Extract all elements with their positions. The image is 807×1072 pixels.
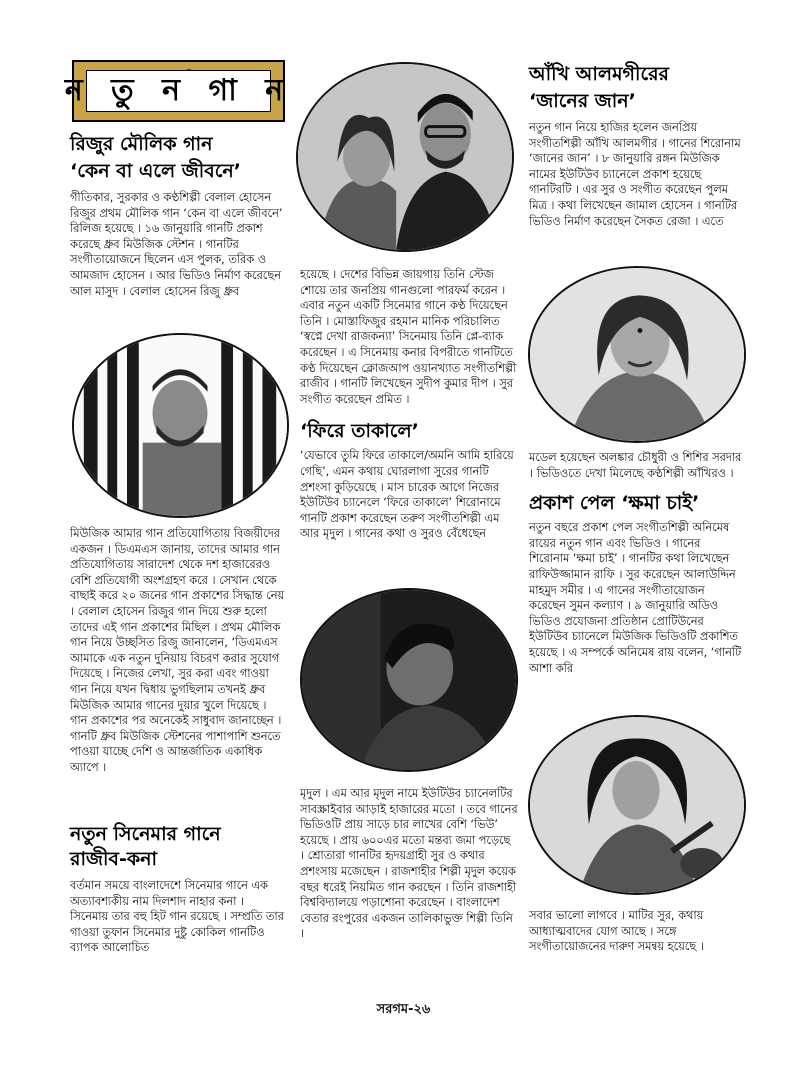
column-1-bottom <box>70 822 285 956</box>
headline-riju-1: রিজুর মৌলিক গান <box>70 133 213 155</box>
photo-animesh-roy <box>528 715 746 895</box>
column-2-top <box>300 267 518 542</box>
section-banner <box>64 60 293 122</box>
headline-phire-takale: ‘ফিরে তাকালে’ <box>300 420 419 443</box>
article-riju-text-1: গীতিকার, সুরকার ও কণ্ঠশিল্পী বেলাল হোসেন রিজুর প্রথম মৌলিক গান ‘কেন বা এলে জীবনে’ রিলিজ হয়েছে । ১৬ জানুয়ারি গানটি প্রকাশ করেছে ধ্রুব মিউজিক স্টেশন । গানটির সংগীতায়োজনে ছিলেন এস পুলক, তরিক ও আমজাদ হোসেন । আর ভিডিও নির্মাণ করেছেন আল মাসুদ । বেলাল হোসেন রিজু ধ্রুব <box>70 191 283 298</box>
column-3-bottom <box>529 908 744 955</box>
photo-rajib-kona <box>296 62 514 252</box>
article-rajib-kona-text-2: হয়েছে । দেশের বিভিন্ন জায়গায় তিনি স্টেজ শোয়ে তার জনপ্রিয় গানগুলো পারফর্ম করেন । এবার নতুন একটি সিনেমার গানে কণ্ঠ দিয়েছেন তিনি । মোস্তাফিজুর রহমান মানিক পরিচালিত ‘স্বপ্নে দেখা রাজকন্যা’ সিনেমায় তিনি প্লে-ব্যাক করেছেন । এ সিনেমায় কনার বিপরীতে গানটিতে কণ্ঠ দিয়েছেন ক্লোজআপ ওয়ানখ্যাত সংগীতশিল্পী রাজীব । গানটি লিখেছেন সুদীপ কুমার দীপ । সুর সংগীত করেছেন প্রমিত । <box>300 268 517 406</box>
article-phire-takale-text-1: ‘যেভাবে তুমি ফিরে তাকালে/অমনি আমি হারিয়ে গেছি’, এমন কথায় ঘোরলাগা সুরের গানটি প্রশংসা কুড়িয়েছে । মাস চারেক আগে নিজের ইউটিউব চ্যানেলে ‘ফিরে তাকালে’ শিরোনামে গানটি প্রকাশ করেছেন তরুণ সংগীতশিল্পী এম আর মৃদুল । গানের কথা ও সুরও বেঁধেছেন <box>300 449 514 541</box>
headline-akhi-2: ‘জানের জান’ <box>529 90 636 112</box>
article-phire-takale-text-2: মৃদুল । এম আর মৃদুল নামে ইউটিউব চ্যানেলটির সাবস্ক্রাইবার আড়াই হাজারের মতো । তবে গানের ভিডিওটি প্রায় সাড়ে চার লাখের বেশি ‘ভিউ’ হয়েছে । প্রায় ৬০০এর মতো মন্তব্য জমা পড়েছে । শ্রোতারা গানটির হৃদয়গ্রাহী সুর ও কথার প্রশংসায় মজেছেন । রাজশাহীর শিল্পী মৃদুল কয়েক বছর ধরেই নিয়মিত গান করছেন । তিনি রাজশাহী বিশ্ববিদ্যালয়ে পড়াশোনা করেছেন । বাংলাদেশ বেতার রংপুরের একজন তালিকাভুক্ত শিল্পী তিনি । <box>300 787 518 941</box>
page-number: সরগম-২৬ <box>376 1002 431 1017</box>
headline-rajib-kona-1: নতুন সিনেমার গানে <box>70 823 221 845</box>
headline-riju-2: ‘কেন বা এলে জীবনে’ <box>70 160 241 182</box>
column-3-top <box>529 62 744 229</box>
column-3-middle <box>529 450 744 676</box>
headline-akhi-1: আঁখি আলমগীরের <box>529 63 669 85</box>
banner-title: ন তু ন গা ন <box>64 72 293 108</box>
photo-riju <box>72 333 289 518</box>
article-riju-text-2: মিউজিক আমার গান প্রতিযোগিতায় বিজয়ীদের একজন । ডিএমএস জানায়, তাদের আমার গান প্রতিযোগিতায় সারাদেশ থেকে দশ হাজারেরও বেশি প্রতিযোগী অংশগ্রহণ করে । সেখান থেকে বাছাই করে ২০ জনের গান প্রকাশের সিদ্ধান্ত নেয় । বেলাল হোসেন রিজুর গান দিয়ে শুরু হলো তাদের এই গান প্রকাশের মিছিল । প্রথম মৌলিক গান নিয়ে উচ্ছসিত রিজু জানালেন, ‘ডিএমএস আমাকে এক নতুন দুনিয়ায় বিচরণ করার সুযোগ দিয়েছে । নিজের লেখা, সুর করা এবং গাওয়া গান নিয়ে যখন দ্বিধায় ভুগছিলাম তখনই ধ্রুব মিউজিক আমার গানের দুয়ার খুলে দিয়েছে । গান প্রকাশের পর অনেকেই সাধুবাদ জানাচ্ছেন । গানটি ধ্রুব মিউজিক স্টেশনের পাশাপাশি শুনতে পাওয়া যাচ্ছে দেশি ও আন্তর্জাতিক একাধিক অ্যাপে । <box>70 527 285 774</box>
article-khoma-chai-text-2: সবার ভালো লাগবে । মাটির সুর, কথায় আধ্যাত্মবাদের যোগ আছে । সঙ্গে সংগীতায়োজনের দারুণ সমন্বয় হয়েছে । <box>529 909 704 954</box>
article-rajib-kona-text-1: বর্তমান সময়ে বাংলাদেশে সিনেমার গানে এক অত্যাবশ্যকীয় নাম দিলশাদ নাহার কনা । সিনেমায় তার বহু হিট গান রয়েছে । সম্প্রতি তার গাওয়া তুফান সিনেমার দুষ্টু কোকিল গানটিও ব্যাপক আলোচিত <box>70 879 284 955</box>
photo-mridul <box>300 588 518 772</box>
banner-title-box <box>64 70 293 112</box>
column-1-middle <box>70 526 285 776</box>
headline-khoma-chai: প্রকাশ পেল ‘ক্ষমা চাই’ <box>529 492 700 515</box>
column-1-top <box>70 132 285 299</box>
article-khoma-chai-text-1: নতুন বছরে প্রকাশ পেল সংগীতশিল্পী অনিমেষ রায়ের নতুন গান এবং ভিডিও । গানের শিরোনাম ‘ক্ষমা চাই’ । গানটির কথা লিখেছেন রাফিউজ্জামান রাফি । সুর করেছেন আলাউদ্দিন মাহমুদ সমীর । এ গানের সংগীতায়োজন করেছেন সুমন কল্যাণ । ৯ জানুয়ারি অডিও ভিডিও প্রযোজনা প্রতিষ্ঠান প্রোটিউনের ইউটিউব চ্যানেলে মিউজিক ভিডিওটি প্রকাশিত হয়েছে । এ সম্পর্কে অনিমেষ রায় বলেন, ‘গানটি আশা করি <box>529 521 742 675</box>
column-2-bottom <box>300 786 518 942</box>
article-akhi-text-2: মডেল হয়েছেন অলঙ্কার চৌধুরী ও শিশির সরদার । ভিডিওতে দেখা মিলেছে কণ্ঠশিল্পী আঁখিরও । <box>529 451 742 480</box>
article-akhi-text-1: নতুন গান নিয়ে হাজির হলেন জনপ্রিয় সংগীতশিল্পী আঁখি আলমগীর । গানের শিরোনাম ‘জানের জান’ । ৮ জানুয়ারি রঙ্গন মিউজিক নামের ইউটিউব চ্যানেলে প্রকাশ হয়েছে গানটিরটি । এর সুর ও সংগীত করেছেন পুলম মিত্র । কথা লিখেছেন জামাল হোসেন । গানটির ভিডিও নির্মাণ করেছেন সৈকত রেজা । এতে <box>529 121 741 228</box>
headline-rajib-kona-2: রাজীব-কনা <box>70 848 157 870</box>
photo-akhi-alamgir <box>528 266 746 443</box>
